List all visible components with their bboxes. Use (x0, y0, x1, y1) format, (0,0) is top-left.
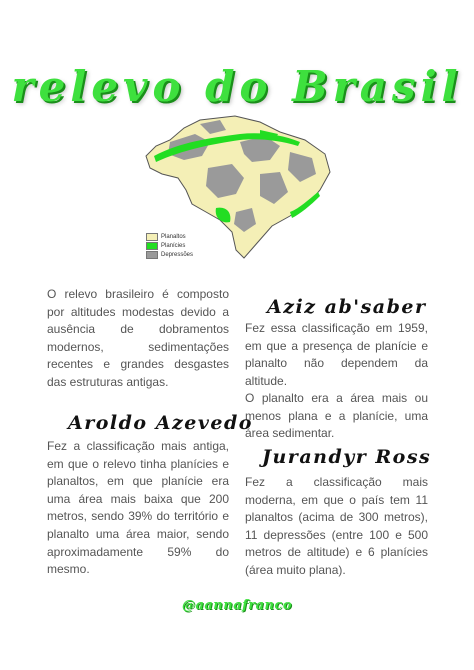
aroldo-paragraph: Fez a classificação mais antiga, em que o relevo tinha planícies e planaltos, em que planície era uma área mais baixa que 200 metros, sendo 39% do território e planalto uma área maior, sendo aproximadamente 59% do mesmo. (47, 439, 229, 577)
heading-jurandyr: Jurandyr Ross (262, 446, 432, 468)
legend-label: Planícies (161, 242, 186, 249)
page-title: relevo do Brasil (11, 62, 463, 111)
jurandyr-paragraph: Fez a classificação mais moderna, em que o país tem 11 planaltos (acima de 300 metros), 11 depressões (entre 100 e 500 metros de altitude) e 6 planícies (área muito plana). (245, 475, 428, 577)
author-handle: @aannafranco (181, 598, 293, 613)
intro-paragraph: O relevo brasileiro é composto por altitudes modestas devido a ausência de dobramentos modernos, sedimentações recentes e grandes desgastes das estruturas antigas. (47, 287, 229, 389)
legend-label: Planaltos (161, 233, 186, 240)
aziz-paragraph-2: O planalto era a área mais ou menos plana e a planície, uma área sedimentar. (245, 391, 428, 441)
legend-label: Depressões (161, 251, 194, 258)
heading-aroldo: Aroldo Azevedo (68, 412, 253, 434)
legend-swatch (146, 242, 158, 250)
aziz-paragraph: Fez essa classificação em 1959, em que a presença de planície e planalto não dependem da altitude. (245, 321, 428, 388)
heading-aziz: Aziz ab'saber (267, 296, 427, 318)
legend-item-planaltos (146, 232, 193, 241)
legend-item-depressoes (146, 250, 193, 259)
legend-swatch (146, 251, 158, 259)
legend-swatch (146, 233, 158, 241)
map-legend (146, 232, 193, 259)
legend-item-planicies (146, 241, 193, 250)
